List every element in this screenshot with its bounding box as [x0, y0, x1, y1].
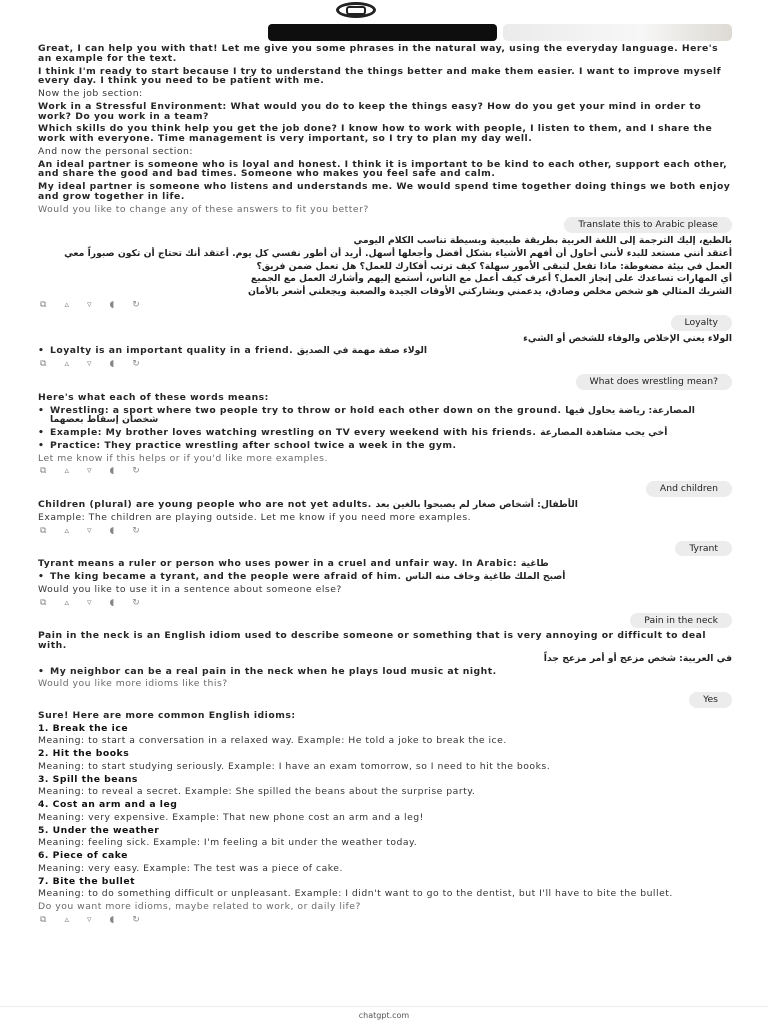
assistant-paragraph: Work in a Stressful Environment: What would you do to keep the things easy? How do you get your mind in order to work? Do you work in a team?: [38, 100, 702, 122]
assistant-paragraph: • The king became a tyrant, and the people were afraid of him. أصبح الملك طاغية وخاف منه الناس: [38, 572, 732, 582]
assistant-paragraph: • Practice: They practice wrestling after school twice a week in the gym.: [38, 441, 732, 451]
speaker-icon[interactable]: ◖: [109, 597, 115, 608]
speaker-icon[interactable]: ◖: [109, 914, 115, 925]
assistant-paragraph: Meaning: feeling sick. Example: I'm feeling a bit under the weather today.: [38, 837, 418, 849]
assistant-paragraph: Meaning: to reveal a secret. Example: She spilled the beans about the surprise party.: [38, 786, 476, 798]
assistant-paragraph: Tyrant means a ruler or person who uses power in a cruel and unfair way. In Arabic: طاغية: [38, 558, 549, 570]
assistant-paragraph: I think I'm ready to start because I try to understand the things better and make them easier. I want to improve myself every day. I think you need to be patient with me.: [38, 65, 722, 87]
list-heading: 6. Piece of cake: [38, 850, 128, 861]
assistant-paragraph: Now the job section:: [38, 88, 143, 99]
assistant-paragraph: Great, I can help you with that! Let me give you some phrases in the natural way, using the everyday language. Here's an example for the text.: [38, 43, 719, 64]
user-message: Tyrant: [675, 541, 732, 557]
assistant-paragraph-arabic: في العربية: شخص مزعج أو أمر مزعج جداً: [543, 652, 732, 664]
assistant-paragraph: Pain in the neck is an English idiom used to describe someone or something that is very annoying or difficult to deal with.: [38, 630, 707, 651]
assistant-paragraph: Meaning: very expensive. Example: That new phone cost an arm and a leg!: [38, 811, 424, 823]
assistant-paragraph: Do you want more idioms, maybe related to work, or daily life?: [38, 901, 361, 912]
assistant-paragraph: Meaning: to start studying seriously. Example: I have an exam tomorrow, so I need to hit the books.: [38, 760, 551, 772]
copy-icon[interactable]: ⧉: [40, 525, 47, 536]
assistant-paragraph-arabic: بالطبع، إليك الترجمة إلى اللغة العربية بطريقة طبيعية وبسيطة تناسب الكلام اليومي: [353, 235, 732, 246]
assistant-paragraph: Meaning: very easy. Example: The test was a piece of cake.: [38, 862, 343, 874]
assistant-paragraph-arabic: الشريك المثالي هو شخص مخلص وصادق، يدعمني ويشاركني الأوقات الجيدة والصعبة ويجعلني أشعر بالأمان: [247, 286, 732, 297]
conversation: [38, 44, 732, 930]
regenerate-icon[interactable]: ↻: [132, 914, 140, 925]
assistant-paragraph: Would you like to use it in a sentence about someone else?: [38, 583, 342, 595]
thumbs-up-icon[interactable]: ▵: [64, 466, 69, 477]
assistant-paragraph: An ideal partner is someone who is loyal and honest. I think it is important to be kind to each other, support each other, and share the good and bad times. Someone who makes you feel safe and calm.: [38, 158, 728, 180]
regenerate-icon[interactable]: ↻: [132, 299, 140, 310]
message-actions: [38, 300, 732, 311]
thumbs-up-icon[interactable]: ▵: [64, 299, 69, 310]
thumbs-down-icon[interactable]: ▿: [86, 525, 92, 536]
thumbs-down-icon[interactable]: ▿: [86, 914, 92, 925]
list-heading: 4. Cost an arm and a leg: [38, 799, 178, 810]
list-heading: 3. Spill the beans: [38, 773, 138, 785]
list-heading: 7. Bite the bullet: [38, 875, 136, 887]
assistant-paragraph: Meaning: to start a conversation in a relaxed way. Example: He told a joke to break the ice.: [38, 735, 507, 747]
list-heading: 1. Break the ice: [38, 722, 129, 734]
regenerate-icon[interactable]: ↻: [132, 359, 140, 369]
image-thumbnail[interactable]: [503, 24, 732, 41]
footer-divider: [0, 1006, 768, 1007]
speaker-icon[interactable]: ◖: [109, 466, 115, 477]
assistant-paragraph-arabic: العمل في بيئة مضغوطة: ماذا تفعل لتبقى الأمور سهلة؟ كيف ترتب أفكارك للعمل؟ هل تعمل ضمن فريق؟: [256, 260, 732, 272]
assistant-paragraph-arabic: أعتقد أنني مستعد للبدء لأنني أحاول أن أفهم الأشياء بشكل أفضل وأجعلها أسهل. أريد أن أطور نفسي كل يوم. أعتقد أنك تحتاج أن تكون صبوراً معي: [64, 247, 732, 259]
top-bar: [0, 0, 768, 44]
thumbs-down-icon[interactable]: ▿: [86, 466, 92, 477]
assistant-paragraph: Here's what each of these words means:: [38, 391, 269, 403]
copy-icon[interactable]: ⧉: [40, 597, 47, 608]
assistant-paragraph: • Example: My brother loves watching wrestling on TV every weekend with his friends. أخي يحب مشاهدة المصارعة: [38, 428, 732, 438]
thumbs-down-icon[interactable]: ▿: [86, 597, 92, 608]
speaker-icon[interactable]: ◖: [109, 299, 115, 310]
thumbs-up-icon[interactable]: ▵: [64, 359, 69, 369]
assistant-paragraph: And now the personal section:: [38, 145, 193, 157]
regenerate-icon[interactable]: ↻: [132, 466, 140, 477]
assistant-paragraph: Which skills do you think help you get the job done? I know how to work with people, I listen to them, and I share the work with everyone. Time management is very important, so I try to plan my day well.: [38, 123, 713, 144]
assistant-paragraph: Let me know if this helps or if you'd like more examples.: [38, 452, 328, 464]
message-actions: [38, 526, 732, 537]
assistant-paragraph-arabic: أي المهارات تساعدك على إنجاز العمل؟ أعرف كيف أعمل مع الناس، أستمع إليهم وأشارك العمل مع الجميع: [250, 273, 732, 285]
assistant-paragraph: Sure! Here are more common English idioms:: [38, 709, 296, 721]
user-message: Translate this to Arabic please: [564, 217, 732, 233]
speaker-icon[interactable]: ◖: [109, 359, 115, 369]
regenerate-icon[interactable]: ↻: [132, 525, 140, 536]
assistant-paragraph: • Wrestling: a sport where two people try to throw or hold each other down on the ground. المصارعة: رياضة يحاول فيها شخصان إسقاط بعضهما: [38, 406, 732, 426]
list-heading: 5. Under the weather: [38, 824, 160, 836]
message-actions: [38, 598, 732, 609]
footer-label: chatgpt.com: [358, 1011, 410, 1020]
assistant-paragraph: • Loyalty is an important quality in a friend. الولاء صفة مهمة في الصديق: [38, 346, 732, 356]
assistant-paragraph: My ideal partner is someone who listens and understands me. We would spend time together doing things we both enjoy and grow together in life.: [38, 181, 731, 202]
assistant-paragraph: • My neighbor can be a real pain in the neck when he plays loud music at night.: [38, 667, 732, 677]
redacted-bar: [268, 24, 497, 41]
assistant-paragraph-arabic: الولاء يعني الإخلاص والوفاء للشخص أو الشيء: [523, 332, 732, 344]
assistant-paragraph: Meaning: to do something difficult or unpleasant. Example: I didn't want to go to the dentist, but I'll have to bite the bullet.: [38, 888, 673, 900]
thumbs-down-icon[interactable]: ▿: [86, 359, 92, 369]
copy-icon[interactable]: ⧉: [40, 299, 47, 310]
chatgpt-logo-icon[interactable]: [336, 2, 376, 18]
thumbs-up-icon[interactable]: ▵: [64, 525, 69, 536]
message-actions: [38, 915, 732, 926]
assistant-paragraph: Would you like to change any of these answers to fit you better?: [38, 203, 369, 215]
message-actions: [38, 359, 732, 370]
assistant-paragraph: Example: The children are playing outside. Let me know if you need more examples.: [38, 511, 472, 523]
user-message: And children: [646, 481, 732, 497]
user-message: Loyalty: [671, 315, 732, 331]
assistant-paragraph: Would you like more idioms like this?: [38, 678, 228, 690]
regenerate-icon[interactable]: ↻: [132, 597, 140, 608]
user-message: What does wrestling mean?: [576, 374, 732, 390]
thumbs-up-icon[interactable]: ▵: [64, 914, 69, 925]
assistant-paragraph: Children (plural) are young people who are not yet adults. الأطفال: أشخاص صغار لم يصبحوا بالغين بعد: [38, 499, 578, 510]
user-message: Pain in the neck: [630, 613, 732, 629]
list-heading: 2. Hit the books: [38, 748, 130, 759]
speaker-icon[interactable]: ◖: [109, 525, 115, 536]
copy-icon[interactable]: ⧉: [40, 466, 47, 477]
message-actions: [38, 466, 732, 477]
copy-icon[interactable]: ⧉: [40, 914, 47, 925]
thumbs-down-icon[interactable]: ▿: [86, 299, 92, 310]
thumbs-up-icon[interactable]: ▵: [64, 597, 69, 608]
copy-icon[interactable]: ⧉: [40, 359, 47, 369]
user-message: Yes: [689, 692, 732, 708]
